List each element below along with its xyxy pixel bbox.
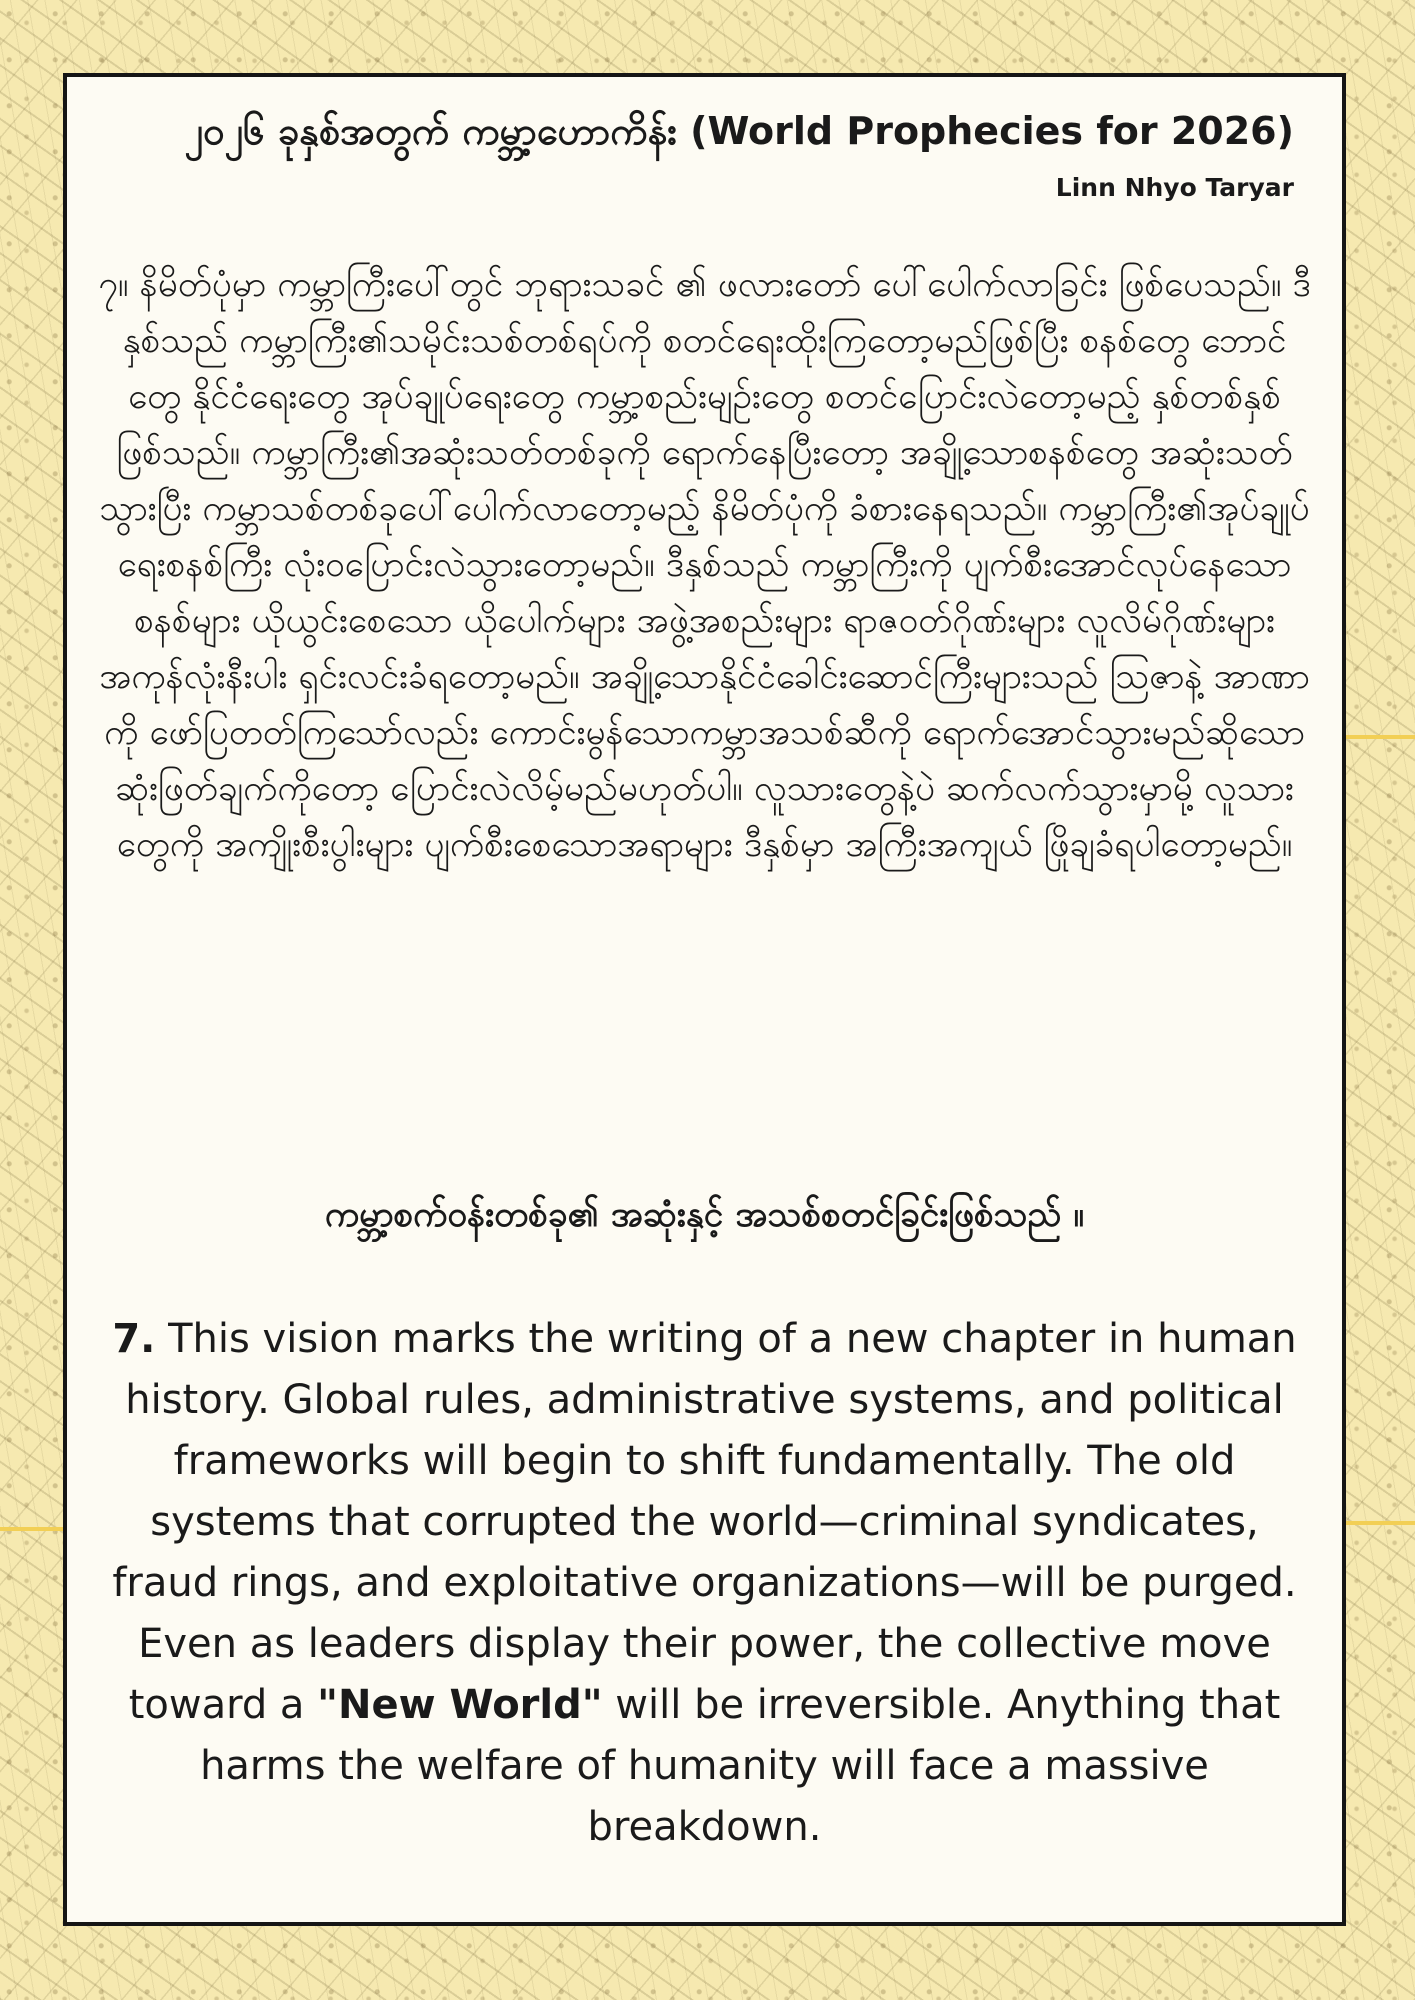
burmese-paragraph: ၇။ နိမိတ်ပုံမှာ ကမ္ဘာကြီးပေါ်တွင် ဘုရားသခင် ၏ ဖလားတော် ပေါ်ပေါက်လာခြင်း ဖြစ်ပေသည်။ ဒီနှစ်သည် ကမ္ဘာကြီး၏သမိုင်းသစ်တစ်ရပ်ကို စတင်ရေးထိုးကြတော့မည်ဖြစ်ပြီး စနစ်တွေ ဘောင်တွေ နိုင်ငံရေးတွေ အုပ်ချုပ်ရေးတွေ ကမ္ဘာ့စည်းမျဉ်းတွေ စတင်ပြောင်းလဲတော့မည့် နှစ်တစ်နှစ်ဖြစ်သည်။ ကမ္ဘာကြီး၏အဆုံးသတ်တစ်ခုကို ရောက်နေပြီးတော့ အချို့သောစနစ်တွေ အဆုံးသတ်သွားပြီး ကမ္ဘာသစ်တစ်ခုပေါ်ပေါက်လာတော့မည့် နိမိတ်ပုံကို ခံစားနေရသည်။ ကမ္ဘာကြီး၏အုပ်ချုပ်ရေးစနစ်ကြီး လုံးဝပြောင်းလဲသွားတော့မည်။ ဒီနှစ်သည် ကမ္ဘာကြီးကို ပျက်စီးအောင်လုပ်နေသော စနစ်များ ယိုယွင်းစေသော ယိုပေါက်များ အဖွဲ့အစည်းများ ရာဇဝတ်ဂိုဏ်းများ လူလိမ်ဂိုဏ်းများ အကုန်လုံးနီးပါး ရှင်းလင်းခံရတော့မည်။ အချို့သောနိုင်ငံခေါင်းဆောင်ကြီးများသည် သြဇာနဲ့ အာဏာကို ဖော်ပြတတ်ကြသော်လည်း ကောင်းမွန်သောကမ္ဘာအသစ်ဆီကို ရောက်အောင်သွားမည်ဆိုသော ဆုံးဖြတ်ချက်ကိုတော့ ပြောင်းလဲလိမ့်မည်မဟုတ်ပါ။ လူသားတွေနဲ့ပဲ ဆက်လက်သွားမှာမို့ လူသားတွေကို အကျိုးစီးပွါးများ ပျက်စီးစေသောအရာများ ဒီနှစ်မှာ အကြီးအကျယ် ဖြိုချခံရပါတော့မည်။	[98, 265, 1311, 865]
page-title: ၂၀၂၆ ခုနှစ်အတွက် ကမ္ဘာ့ဟောကိန်း (World Prophecies for 2026)	[184, 109, 1294, 153]
decorative-accent-line-right-bottom	[1346, 1521, 1415, 1525]
decorative-accent-line-left	[0, 1527, 63, 1531]
author-name: Linn Nhyo Taryar	[1055, 173, 1294, 202]
english-text-start: This vision marks the writing of a new chapter in human history. Global rules, administrative systems, and political frameworks will begin to shift fundamentally. The old systems that corrupted the world—criminal syndicates, fraud rings, and exploitative organizations—will be purged. Even as leaders display their power, the collective move toward a	[112, 1316, 1297, 1728]
paragraph-number: 7.	[112, 1316, 156, 1362]
decorative-accent-line-right-top	[1346, 735, 1415, 739]
burmese-conclusion: ကမ္ဘာ့စက်ဝန်းတစ်ခု၏ အဆုံးနှင့် အသစ်စတင်ခြင်းဖြစ်သည် ။	[324, 1195, 1085, 1235]
content-panel	[63, 73, 1346, 1926]
new-world-emphasis: "New World"	[317, 1682, 603, 1728]
english-text-end: will be irreversible. Anything that harms the welfare of humanity will face a massive breakdown.	[200, 1682, 1281, 1850]
english-paragraph	[107, 1309, 1302, 1858]
